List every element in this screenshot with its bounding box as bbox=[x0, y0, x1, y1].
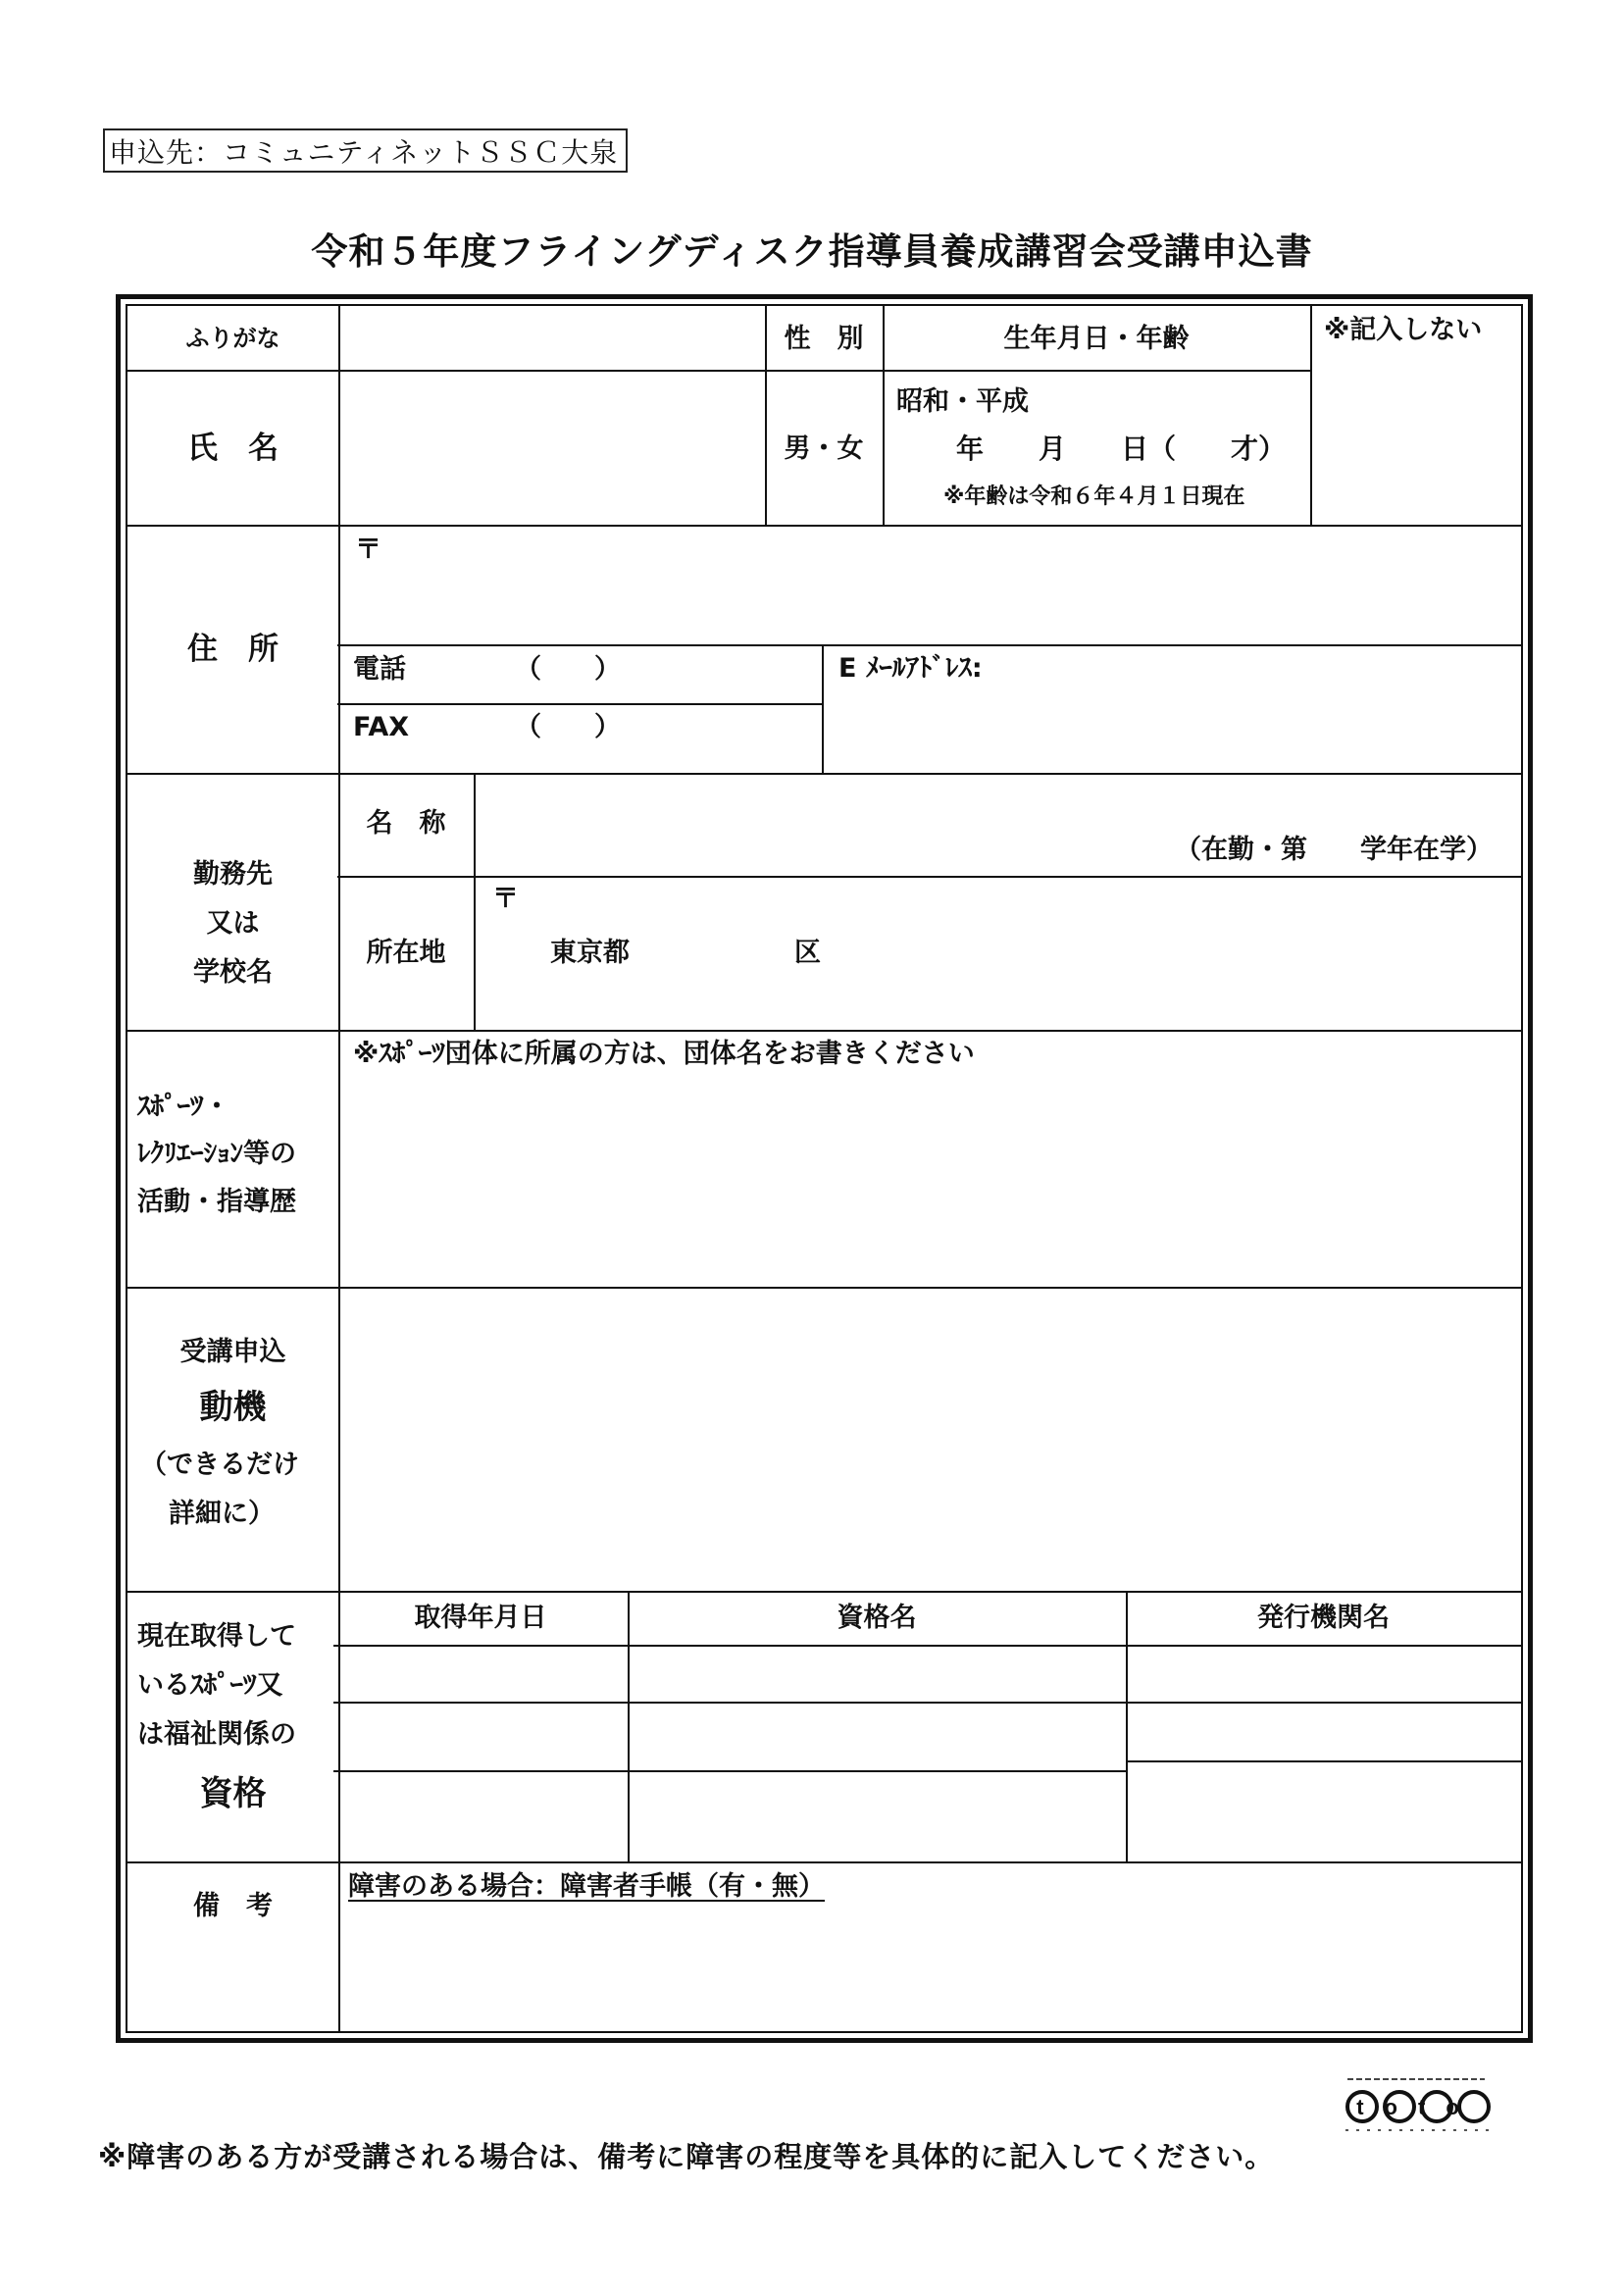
rule-phone-bottom bbox=[337, 703, 822, 705]
name-label: 氏 名 bbox=[187, 431, 279, 466]
address-label: 住 所 bbox=[187, 632, 279, 667]
gender-label: 性 別 bbox=[784, 324, 864, 354]
qual-col-name: 資格名 bbox=[837, 1603, 917, 1633]
furigana-field[interactable] bbox=[340, 308, 765, 370]
office-use-label: ※記入しない bbox=[1324, 315, 1483, 345]
qual-label-line2: いるｽﾎﾟｰﾂ又 bbox=[137, 1670, 283, 1701]
age-note: ※年齢は令和６年４月１日現在 bbox=[943, 484, 1245, 509]
address-postal-mark: 〒 bbox=[355, 535, 381, 565]
qual-col-issuer: 発行機関名 bbox=[1257, 1603, 1390, 1633]
remarks-field[interactable] bbox=[340, 1912, 1521, 2030]
phone-label: 電話 bbox=[353, 654, 406, 685]
gender-options[interactable]: 男・女 bbox=[784, 433, 864, 464]
phone-paren[interactable]: （ ） bbox=[515, 654, 621, 685]
name-field[interactable] bbox=[340, 372, 765, 525]
workplace-prefecture: 東京都 bbox=[550, 938, 630, 968]
rule-email-left bbox=[822, 644, 824, 773]
applicant-destination: 申込先：コミュニティネットＳＳＣ大泉 bbox=[109, 136, 619, 169]
rule-office-use-left bbox=[1310, 306, 1312, 525]
workplace-postal-mark: 〒 bbox=[492, 884, 519, 914]
toto-logo bbox=[1338, 2069, 1504, 2138]
furigana-label: ふりがな bbox=[185, 325, 280, 352]
birth-date-fields[interactable]: 年 月 日（ 才） bbox=[956, 433, 1287, 465]
rule-qual-bottom bbox=[127, 1861, 1521, 1863]
rule-motive-bottom bbox=[127, 1591, 1521, 1593]
workplace-ward: 区 bbox=[794, 938, 821, 968]
workplace-location-label: 所在地 bbox=[366, 938, 446, 968]
form-title: 令和５年度フライングディスク指導員養成講習会受講申込書 bbox=[311, 230, 1313, 273]
motive-label-line2: 動機 bbox=[199, 1388, 267, 1427]
activity-label-line3: 活動・指導歴 bbox=[137, 1187, 296, 1217]
workplace-label-line2: 又は bbox=[206, 908, 260, 939]
workplace-name-label: 名 称 bbox=[366, 808, 446, 839]
workplace-location-field[interactable] bbox=[476, 878, 1521, 1030]
applicant-destination-box bbox=[103, 128, 628, 173]
qual-label-line1: 現在取得して bbox=[137, 1621, 296, 1652]
fax-paren[interactable]: （ ） bbox=[515, 712, 621, 742]
activity-label-line2: ﾚｸﾘｴｰｼｮﾝ等の bbox=[137, 1139, 296, 1169]
activity-note: ※ｽﾎﾟｰﾂ団体に所属の方は、団体名をお書きください bbox=[353, 1039, 975, 1069]
qual-label-line4: 資格 bbox=[199, 1774, 267, 1813]
qual-col-date: 取得年月日 bbox=[414, 1603, 547, 1633]
activity-label-line1: ｽﾎﾟｰﾂ・ bbox=[137, 1092, 230, 1122]
motive-label-line1: 受講申込 bbox=[179, 1337, 286, 1367]
remarks-label: 備 考 bbox=[193, 1891, 273, 1921]
workplace-label-line1: 勤務先 bbox=[193, 859, 273, 890]
toto-logo-text: toto bbox=[1356, 2095, 1480, 2119]
fax-label: FAX bbox=[353, 712, 410, 742]
motive-label-line4: 詳細に） bbox=[169, 1499, 275, 1529]
school-year: （在勤・第 学年在学） bbox=[1175, 835, 1493, 865]
motive-field[interactable] bbox=[340, 1289, 1521, 1591]
footer-note: ※障害のある方が受講される場合は、備考に障害の程度等を具体的に記入してください。 bbox=[98, 2140, 1275, 2173]
qual-label-line3: は福祉関係の bbox=[137, 1719, 296, 1750]
qual-entry-area[interactable] bbox=[340, 1647, 1521, 1861]
address-field[interactable] bbox=[340, 527, 1521, 644]
workplace-label-line3: 学校名 bbox=[193, 957, 273, 988]
birth-label: 生年月日・年齢 bbox=[1003, 324, 1190, 354]
activity-field[interactable] bbox=[340, 1032, 1521, 1287]
disability-note: 障害のある場合：障害者手帳（有・無） bbox=[348, 1871, 825, 1902]
email-field[interactable] bbox=[1010, 646, 1521, 773]
motive-label-line3: （できるだけ bbox=[140, 1450, 299, 1480]
era-options[interactable]: 昭和・平成 bbox=[896, 386, 1029, 417]
email-label: E ﾒｰﾙｱﾄﾞﾚｽ: bbox=[838, 653, 983, 684]
